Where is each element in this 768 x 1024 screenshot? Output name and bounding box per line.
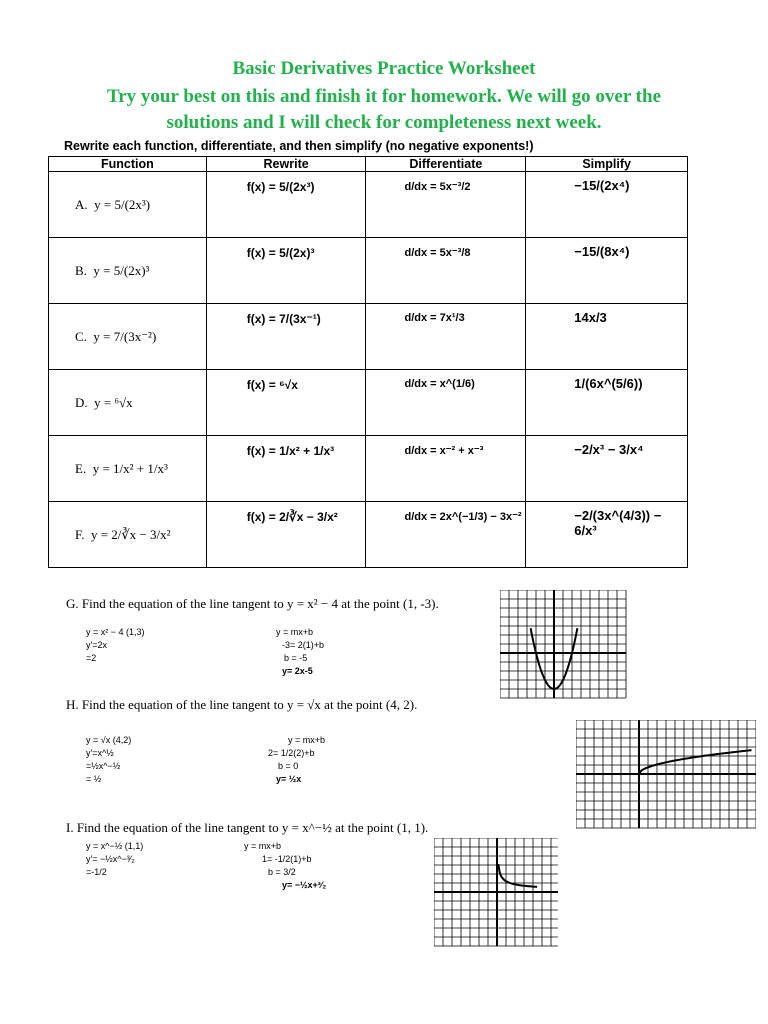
rewrite-cell: f(x) = 2/∛x − 3/x² xyxy=(206,502,366,568)
simplify-cell: 1/(6x^(5/6)) xyxy=(526,370,688,436)
graph-g xyxy=(500,590,634,702)
work-line: y'=2x xyxy=(86,640,107,650)
table-row xyxy=(49,238,688,304)
work-line: y= 2x-5 xyxy=(282,666,313,676)
column-header: Rewrite xyxy=(206,157,366,172)
work-line: y'= −½x^−³⁄₂ xyxy=(86,854,135,864)
work-line: 2= 1/2(2)+b xyxy=(268,748,315,758)
work-line: =-1/2 xyxy=(86,867,107,877)
column-header: Simplify xyxy=(526,157,688,172)
simplify-cell: −15/(8x⁴) xyxy=(526,238,688,304)
work-line: y = x² − 4 (1,3) xyxy=(86,627,145,637)
work-line: y = x^−½ (1,1) xyxy=(86,841,144,851)
work-line: 1= -1/2(1)+b xyxy=(262,854,312,864)
work-line: b = 0 xyxy=(278,761,299,771)
work-line: y = mx+b xyxy=(288,735,326,745)
function-cell: B. y = 5/(2x)³ xyxy=(49,238,207,304)
work-line: =2 xyxy=(86,653,97,663)
rewrite-cell: f(x) = 1/x² + 1/x³ xyxy=(206,436,366,502)
work-line: = ½ xyxy=(86,774,102,784)
table-row xyxy=(49,370,688,436)
graph-i xyxy=(434,838,558,948)
rewrite-cell: f(x) = 5/(2x³) xyxy=(206,172,366,238)
function-cell: E. y = 1/x² + 1/x³ xyxy=(49,436,207,502)
rewrite-cell: f(x) = 7/(3x⁻¹) xyxy=(206,304,366,370)
work-line: y= ½x xyxy=(276,774,302,784)
column-header: Differentiate xyxy=(366,157,526,172)
problem-i-work-right xyxy=(244,840,326,892)
simplify-cell: −15/(2x⁴) xyxy=(526,172,688,238)
problem-h-work-right xyxy=(268,734,325,786)
instructions: Rewrite each function, differentiate, and then simplify (no negative exponents!) xyxy=(64,139,534,153)
differentiate-cell: d/dx = 5x⁻³/8 xyxy=(366,238,526,304)
graph-h xyxy=(576,720,756,832)
table-row xyxy=(49,502,688,568)
differentiate-cell: d/dx = x⁻² + x⁻³ xyxy=(366,436,526,502)
derivatives-table xyxy=(48,156,688,568)
worksheet-title: Basic Derivatives Practice Worksheet xyxy=(232,58,536,79)
problem-h-text: H. Find the equation of the line tangent to y = √x at the point (4, 2). xyxy=(66,697,418,712)
function-cell: A. y = 5/(2x³) xyxy=(49,172,207,238)
problem-i-text: I. Find the equation of the line tangent to y = x^−½ at the point (1, 1). xyxy=(66,820,429,835)
problem-g-work-left xyxy=(86,626,145,665)
function-curve xyxy=(639,750,752,774)
simplify-cell: 14x/3 xyxy=(526,304,688,370)
work-line: b = 3/2 xyxy=(268,867,296,877)
table-row xyxy=(49,304,688,370)
simplify-cell: −2/(3x^(4/3)) − 6/x³ xyxy=(526,502,688,568)
function-cell: C. y = 7/(3x⁻²) xyxy=(49,304,207,370)
function-cell: D. y = ⁶√x xyxy=(49,370,207,436)
table-header-row xyxy=(49,157,688,172)
function-cell: F. y = 2/∛x − 3/x² xyxy=(49,502,207,568)
table-row xyxy=(49,436,688,502)
problem-g-work-right xyxy=(276,626,324,678)
subtitle-line-2: solutions and I will check for completeness next week. xyxy=(166,112,602,133)
work-line: y= −½x+³⁄₂ xyxy=(282,880,327,890)
differentiate-cell: d/dx = 7x¹/3 xyxy=(366,304,526,370)
subtitle-line-1: Try your best on this and finish it for homework. We will go over the xyxy=(106,86,662,107)
work-line: =½x^−½ xyxy=(86,761,121,771)
differentiate-cell: d/dx = 5x⁻³/2 xyxy=(366,172,526,238)
differentiate-cell: d/dx = x^(1/6) xyxy=(366,370,526,436)
problem-h-work-left xyxy=(86,734,131,786)
problem-i-work-left xyxy=(86,840,143,879)
work-line: -3= 2(1)+b xyxy=(282,640,325,650)
rewrite-cell: f(x) = ⁶√x xyxy=(206,370,366,436)
work-line: y = √x (4,2) xyxy=(86,735,132,745)
function-curve xyxy=(498,864,537,887)
problem-g-text: G. Find the equation of the line tangent to y = x² − 4 at the point (1, -3). xyxy=(66,596,439,611)
work-line: b = -5 xyxy=(284,653,308,663)
work-line: y'=x^½ xyxy=(86,748,114,758)
rewrite-cell: f(x) = 5/(2x)³ xyxy=(206,238,366,304)
work-line: y = mx+b xyxy=(276,627,314,637)
simplify-cell: −2/x³ − 3/x⁴ xyxy=(526,436,688,502)
column-header: Function xyxy=(49,157,207,172)
table-row xyxy=(49,172,688,238)
work-line: y = mx+b xyxy=(244,841,282,851)
differentiate-cell: d/dx = 2x^(−1/3) − 3x⁻² xyxy=(366,502,526,568)
